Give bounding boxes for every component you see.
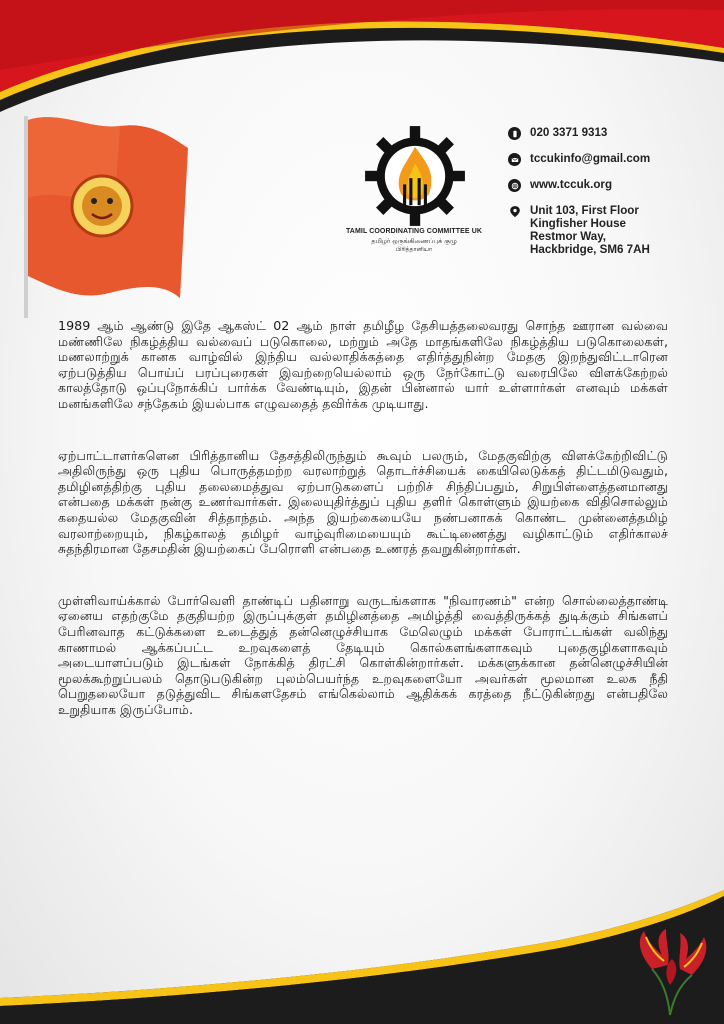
address-line-4: Hackbridge, SM6 7AH [530, 243, 650, 256]
organization-name-english: TAMIL COORDINATING COMMITTEE UK [345, 228, 483, 235]
paragraph-3: முள்ளிவாய்க்கால் போர்வெளி தாண்டிப் பதினாறு வருடங்களாக "நிவாரணம்" என்ற சொல்லைத்தாண்டி ஏனைய எதற்குமே தகுதியற்ற இருப்புக்குள் தமிழினத்தை அமிழ்த்தி வைத்திருக்கத் துடிக்கும் சிங்களப் பேரினவாத கட்டுக்களை உடைத்துத் தன்னெழுச்சியாக மேலெழும் மக்கள் போராட்டங்கள் வலிந்து காணாமல் ஆக்கப்பட்ட உறவுகளைத் தேடியும் கொல்களங்களாகவும் புதைகுழிகளாகவும் அடையாளப்படும் இடங்கள் நோக்கித் திரட்சி கொள்கின்றார்கள். மக்களுக்கான தன்னெழுச்சியின் மூலக்கூற்றுப்பலம் தொடுபடுகின்ற புலம்பெயர்ந்த உறவுகளையோ அவர்கள் மூலமான உலக நீதி பெறுதலையோ தடுத்துவிட சிங்களதேசம் எங்கெல்லாம் ஆதிக்கக் கரத்தை நீட்டுகின்றது என்பதிலே உறுதியாக இருப்போம். [58, 592, 668, 717]
bottom-banner-decoration [0, 880, 724, 1024]
gear-flame-logo-icon [363, 124, 467, 228]
contact-website-row [508, 178, 718, 192]
address-line-2: Kingfisher House [530, 217, 626, 230]
organization-country-tamil: பிரித்தானியா [395, 246, 433, 253]
contact-address-row [508, 204, 718, 256]
contact-website[interactable]: www.tccuk.org [530, 178, 613, 191]
flame-lily-flower-icon [622, 925, 718, 1020]
email-icon [508, 153, 521, 166]
address-line-1: Unit 103, First Floor [530, 204, 639, 217]
phone-icon [508, 127, 521, 140]
organization-name-tamil: தமிழர் ஒருங்கிணைப்புக் குழு [371, 237, 457, 245]
contact-phone-row [508, 126, 718, 140]
statement-body [58, 318, 668, 753]
top-banner-decoration [0, 0, 724, 120]
globe-icon [508, 179, 521, 192]
contact-email[interactable]: tccukinfo@gmail.com [530, 152, 651, 165]
location-pin-icon [508, 205, 521, 218]
flag-illustration [10, 108, 190, 318]
contact-details [508, 126, 718, 268]
contact-address [530, 204, 650, 256]
paragraph-1: 1989 ஆம் ஆண்டு இதே ஆகஸ்ட் 02 ஆம் நாள் தமிழீழ தேசியத்தலைவரது சொந்த ஊரான வல்வை மண்ணிலே நிகழ்த்திய வல்வைப் படுகொலை, மற்றும் அதே மாதங்களிலே நிகழ்த்திய படுகொலைகள், மணலாற்றுக் கானக வாழ்வில் இந்திய வல்லாதிக்கத்தை எதிர்த்துநின்ற மேதகு இறந்துவிட்டாரென ஏற்படுத்திய பொய்ப் பரப்புரைகள் இவற்றையெல்லாம் ஒரு நேர்கோட்டு வரைபிலே விளக்கேற்றல் காலத்தோடு ஒப்புநோக்கிப் பார்க்க வேண்டியும், இதன் பின்னால் யார் உள்ளார்கள் எனவும் மக்கள் மனங்களிலே சந்தேகம் இயல்பாக எழுவதைத் தவிர்க்க முடியாது. [58, 318, 668, 411]
contact-email-row [508, 152, 718, 166]
contact-phone[interactable]: 020 3371 9313 [530, 126, 608, 139]
paragraph-2: ஏற்பாட்டாளர்களென பிரித்தானிய தேசத்திலிருந்தும் கூவும் பலரும், மேதகுவிற்கு விளக்கேற்றிவிட்டு அதிலிருந்து ஒரு புதிய பொருத்தமற்ற வரலாற்றுத் தொடர்ச்சியைக் கையிலெடுக்கத் திட்டமிடுவதும், தமிழினத்திற்கு புதிய தலைமைத்துவ ஏற்பாடுகளைப் பற்றிச் சிந்திப்பதும், சிறுபிள்ளைத்தனமானது என்பதை மக்கள் நன்கு உணர்வார்கள். இலையுதிர்த்துப் புதிய தளிர் கொள்ளும் இயற்கை விதிசொல்லும் கதையல்ல மேதகுவின் சித்தாந்தம். அந்த இயற்கையையே நண்பனாகக் கொண்ட முன்னைத்தமிழ் வரலாற்றையும், நிகழ்காலத் தமிழர் வாழ்வுரிமையையும் கூட்டிணைத்து வழிகாட்டும் எதிர்காலச் சுதந்திரமான தேசமதின் இயற்கைப் பேரொளி என்பதை உணரத் தவறுகின்றார்கள். [58, 447, 668, 557]
address-line-3: Restmor Way, [530, 230, 607, 243]
organization-logo-block [344, 124, 483, 264]
